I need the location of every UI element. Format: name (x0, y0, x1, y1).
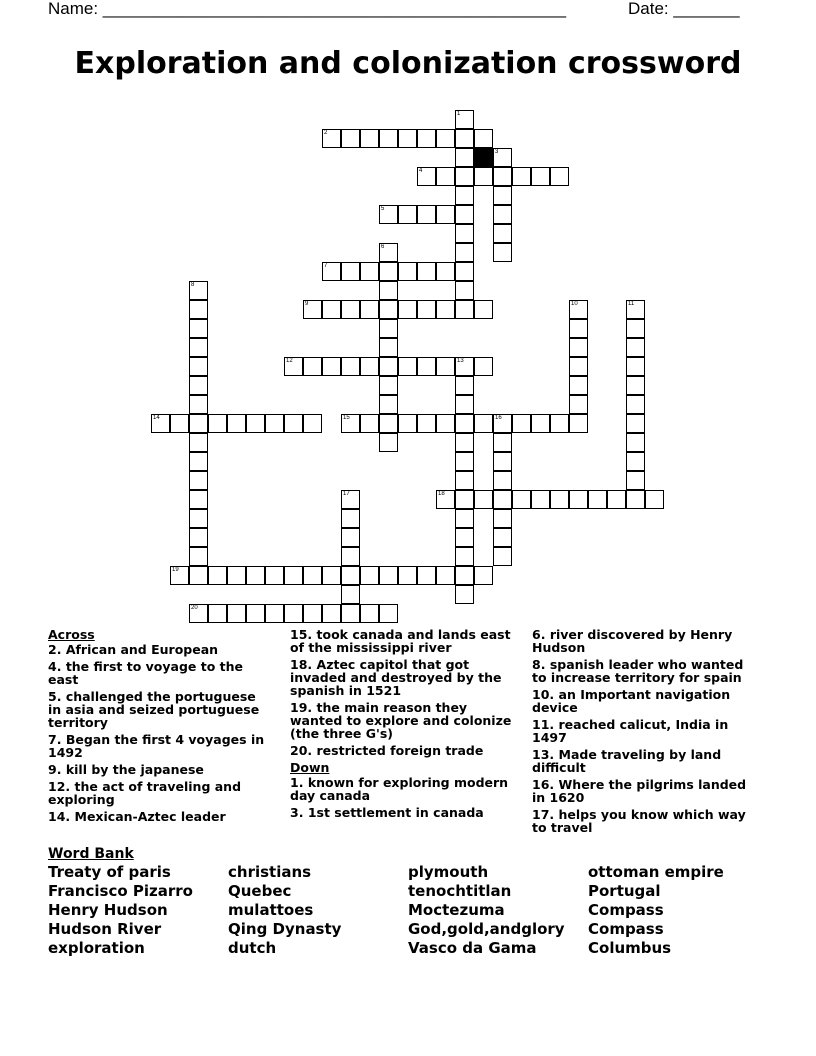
word-bank-item: Compass (588, 920, 664, 938)
crossword-cell[interactable] (474, 129, 493, 148)
crossword-cell[interactable] (284, 357, 303, 376)
clue-number: 6. (532, 627, 546, 642)
crossword-cell[interactable] (284, 566, 303, 585)
black-cell (474, 148, 493, 167)
word-bank-item: tenochtitlan (408, 882, 512, 900)
crossword-cell[interactable] (493, 528, 512, 547)
crossword-cell[interactable] (569, 414, 588, 433)
clue-number-label: 10 (571, 301, 578, 307)
clue-text: known for exploring modern day canada (290, 775, 509, 803)
clue-number: 14. (48, 809, 71, 824)
crossword-cell[interactable] (398, 414, 417, 433)
word-bank-item: dutch (228, 939, 277, 957)
crossword-cell[interactable] (417, 129, 436, 148)
word-bank-item: Quebec (228, 882, 292, 900)
crossword-cell[interactable] (398, 566, 417, 585)
crossword-cell[interactable] (455, 414, 474, 433)
clue-number: 10. (532, 687, 555, 702)
clue-down-3 (290, 806, 520, 819)
clue-number: 19. (290, 700, 313, 715)
crossword-cell[interactable] (284, 414, 303, 433)
word-bank-item: christians (228, 863, 312, 881)
crossword-cell[interactable] (417, 566, 436, 585)
crossword-cell[interactable] (341, 509, 360, 528)
crossword-cell[interactable] (436, 262, 455, 281)
word-bank-item: Columbus (588, 939, 672, 957)
crossword-cell[interactable] (189, 281, 208, 300)
date-field-label: Date: _______ (628, 0, 740, 18)
clue-number: 12. (48, 779, 71, 794)
crossword-cell[interactable] (189, 376, 208, 395)
clues-column-3 (532, 628, 762, 838)
clue-text: Where the pilgrims landed in 1620 (532, 777, 747, 805)
crossword-cell[interactable] (550, 167, 569, 186)
word-bank-item: Compass (588, 901, 664, 919)
clue-number-label: 8 (191, 282, 195, 288)
crossword-cell[interactable] (493, 471, 512, 490)
clue-number-label: 18 (438, 491, 445, 497)
clue-number: 4. (48, 659, 62, 674)
crossword-cell[interactable] (341, 585, 360, 604)
crossword-cell[interactable] (493, 490, 512, 509)
crossword-cell[interactable] (265, 566, 284, 585)
crossword-cell[interactable] (341, 528, 360, 547)
clue-text: the act of traveling and exploring (48, 779, 242, 807)
crossword-cell[interactable] (417, 205, 436, 224)
clue-number: 17. (532, 807, 555, 822)
page-title: Exploration and colonization crossword (74, 46, 742, 81)
crossword-cell[interactable] (189, 604, 208, 623)
clue-across-20 (290, 744, 520, 757)
crossword-cell[interactable] (569, 319, 588, 338)
crossword-cell[interactable] (341, 604, 360, 623)
clue-number: 20. (290, 743, 313, 758)
clue-across-7 (48, 733, 273, 759)
crossword-cell[interactable] (417, 414, 436, 433)
clues-column-2 (290, 628, 520, 823)
crossword-cell[interactable] (626, 414, 645, 433)
crossword-cell[interactable] (474, 167, 493, 186)
clue-down-10 (532, 688, 762, 714)
word-bank-item: ottoman empire (588, 863, 724, 881)
crossword-cell[interactable] (379, 357, 398, 376)
crossword-cell[interactable] (360, 414, 379, 433)
crossword-cell[interactable] (189, 433, 208, 452)
crossword-cell[interactable] (455, 452, 474, 471)
word-bank-item: Portugal (588, 882, 661, 900)
crossword-cell[interactable] (265, 604, 284, 623)
crossword-cell[interactable] (569, 300, 588, 319)
crossword-cell[interactable] (170, 414, 189, 433)
crossword-cell[interactable] (455, 395, 474, 414)
crossword-cell[interactable] (398, 262, 417, 281)
crossword-cell[interactable] (189, 452, 208, 471)
crossword-cell[interactable] (189, 509, 208, 528)
clues-column-1 (48, 628, 273, 827)
crossword-cell[interactable] (626, 300, 645, 319)
crossword-cell[interactable] (379, 281, 398, 300)
clue-number-label: 17 (343, 491, 350, 497)
crossword-cell[interactable] (455, 585, 474, 604)
clue-number: 3. (290, 805, 304, 820)
crossword-cell[interactable] (398, 129, 417, 148)
clue-across-4 (48, 660, 273, 686)
crossword-cell[interactable] (398, 357, 417, 376)
crossword-cell[interactable] (455, 205, 474, 224)
clue-text: 1st settlement in canada (307, 805, 484, 820)
crossword-cell[interactable] (569, 357, 588, 376)
clue-number: 7. (48, 732, 62, 747)
crossword-cell[interactable] (189, 357, 208, 376)
clue-down-1 (290, 776, 520, 802)
word-bank-item: Moctezuma (408, 901, 505, 919)
crossword-cell[interactable] (474, 490, 493, 509)
word-bank-item: plymouth (408, 863, 489, 881)
crossword-cell[interactable] (455, 110, 474, 129)
crossword-cell[interactable] (493, 205, 512, 224)
name-field-label: Name: _________________________________________________ (48, 0, 567, 18)
crossword-cell[interactable] (455, 566, 474, 585)
crossword-cell[interactable] (512, 414, 531, 433)
crossword-cell[interactable] (626, 490, 645, 509)
crossword-cell[interactable] (455, 262, 474, 281)
crossword-cell[interactable] (531, 490, 550, 509)
crossword-cell[interactable] (227, 566, 246, 585)
crossword-cell[interactable] (170, 566, 189, 585)
clue-text: Aztec capitol that got invaded and destroyed by the spanish in 1521 (290, 657, 502, 698)
clue-text: Mexican-Aztec leader (74, 809, 226, 824)
crossword-cell[interactable] (227, 414, 246, 433)
crossword-cell[interactable] (436, 300, 455, 319)
crossword-cell[interactable] (360, 300, 379, 319)
crossword-cell[interactable] (303, 357, 322, 376)
clue-number: 9. (48, 762, 62, 777)
crossword-cell[interactable] (246, 604, 265, 623)
crossword-cell[interactable] (455, 243, 474, 262)
crossword-cell[interactable] (455, 547, 474, 566)
crossword-cell[interactable] (398, 300, 417, 319)
crossword-cell[interactable] (455, 129, 474, 148)
word-bank-item: Qing Dynasty (228, 920, 342, 938)
crossword-cell[interactable] (436, 129, 455, 148)
clue-number-label: 5 (381, 206, 385, 212)
clue-text: spanish leader who wanted to increase territory for spain (532, 657, 744, 685)
clue-down-16 (532, 778, 762, 804)
crossword-cell[interactable] (417, 167, 436, 186)
crossword-cell[interactable] (531, 414, 550, 433)
clue-number-label: 1 (457, 111, 461, 117)
clue-number-label: 2 (324, 130, 328, 136)
crossword-cell[interactable] (322, 357, 341, 376)
crossword-cell[interactable] (379, 376, 398, 395)
clue-text: Made traveling by land difficult (532, 747, 722, 775)
clue-across-19 (290, 701, 520, 740)
crossword-cell[interactable] (607, 490, 626, 509)
crossword-cell[interactable] (531, 167, 550, 186)
word-bank-item: Treaty of paris (48, 863, 171, 881)
crossword-cell[interactable] (436, 414, 455, 433)
crossword-cell[interactable] (455, 490, 474, 509)
crossword-cell[interactable] (455, 433, 474, 452)
clue-number: 8. (532, 657, 546, 672)
crossword-cell[interactable] (626, 452, 645, 471)
crossword-cell[interactable] (626, 376, 645, 395)
crossword-cell[interactable] (550, 490, 569, 509)
crossword-cell[interactable] (645, 490, 664, 509)
crossword-cell[interactable] (436, 490, 455, 509)
clue-number-label: 11 (628, 301, 635, 307)
crossword-cell[interactable] (322, 566, 341, 585)
crossword-cell[interactable] (398, 205, 417, 224)
crossword-cell[interactable] (208, 414, 227, 433)
clue-across-9 (48, 763, 273, 776)
clue-number-label: 13 (457, 358, 464, 364)
crossword-cell[interactable] (379, 566, 398, 585)
clue-number: 11. (532, 717, 555, 732)
crossword-cell[interactable] (455, 471, 474, 490)
clue-down-13 (532, 748, 762, 774)
crossword-cell[interactable] (303, 300, 322, 319)
crossword-cell[interactable] (189, 300, 208, 319)
clue-number-label: 4 (419, 168, 423, 174)
clue-number: 13. (532, 747, 555, 762)
crossword-cell[interactable] (455, 224, 474, 243)
crossword-cell[interactable] (208, 604, 227, 623)
crossword-cell[interactable] (341, 300, 360, 319)
crossword-cell[interactable] (341, 490, 360, 509)
crossword-cell[interactable] (379, 433, 398, 452)
crossword-cell[interactable] (360, 604, 379, 623)
crossword-cell[interactable] (379, 205, 398, 224)
crossword-cell[interactable] (474, 300, 493, 319)
clue-number: 18. (290, 657, 313, 672)
crossword-cell[interactable] (626, 338, 645, 357)
word-bank-item: mulattoes (228, 901, 314, 919)
crossword-cell[interactable] (474, 414, 493, 433)
crossword-cell[interactable] (303, 566, 322, 585)
crossword-cell[interactable] (322, 129, 341, 148)
crossword-cell[interactable] (189, 528, 208, 547)
clue-number: 16. (532, 777, 555, 792)
clue-text: reached calicut, India in 1497 (532, 717, 729, 745)
crossword-cell[interactable] (341, 129, 360, 148)
crossword-cell[interactable] (455, 167, 474, 186)
crossword-cell[interactable] (569, 490, 588, 509)
clue-down-8 (532, 658, 762, 684)
clue-down-17 (532, 808, 762, 834)
crossword-cell[interactable] (417, 357, 436, 376)
clue-text: Began the first 4 voyages in 1492 (48, 732, 265, 760)
crossword-cell[interactable] (493, 509, 512, 528)
crossword-cell[interactable] (588, 490, 607, 509)
clue-number-label: 3 (495, 149, 499, 155)
crossword-cell[interactable] (455, 300, 474, 319)
crossword-cell[interactable] (569, 338, 588, 357)
crossword-cell[interactable] (417, 300, 436, 319)
crossword-cell[interactable] (474, 357, 493, 376)
clue-text: African and European (65, 642, 219, 657)
crossword-cell[interactable] (455, 186, 474, 205)
crossword-cell[interactable] (569, 376, 588, 395)
crossword-cell[interactable] (265, 414, 284, 433)
clue-across-5 (48, 690, 273, 729)
clue-number-label: 9 (305, 301, 309, 307)
crossword-cell[interactable] (569, 395, 588, 414)
word-bank-item: Henry Hudson (48, 901, 168, 919)
clue-across-14 (48, 810, 273, 823)
crossword-cell[interactable] (360, 262, 379, 281)
word-bank-item: God,gold,andglory (408, 920, 565, 938)
crossword-cell[interactable] (379, 243, 398, 262)
crossword-cell[interactable] (436, 357, 455, 376)
crossword-cell[interactable] (189, 547, 208, 566)
crossword-cell[interactable] (493, 414, 512, 433)
crossword-cell[interactable] (284, 604, 303, 623)
crossword-cell[interactable] (455, 376, 474, 395)
clue-number: 15. (290, 627, 313, 642)
crossword-cell[interactable] (379, 319, 398, 338)
crossword-cell[interactable] (379, 129, 398, 148)
clue-number-label: 19 (172, 567, 179, 573)
crossword-cell[interactable] (227, 604, 246, 623)
crossword-cell[interactable] (626, 395, 645, 414)
crossword-cell[interactable] (360, 357, 379, 376)
crossword-cell[interactable] (436, 167, 455, 186)
clue-down-11 (532, 718, 762, 744)
crossword-cell[interactable] (303, 604, 322, 623)
crossword-cell[interactable] (493, 186, 512, 205)
clue-across-15 (290, 628, 520, 654)
crossword-cell[interactable] (493, 243, 512, 262)
crossword-cell[interactable] (246, 566, 265, 585)
crossword-cell[interactable] (379, 414, 398, 433)
clue-across-2 (48, 643, 273, 656)
clue-text: river discovered by Henry Hudson (532, 627, 733, 655)
clue-number: 1. (290, 775, 304, 790)
crossword-cell[interactable] (189, 414, 208, 433)
clue-text: kill by the japanese (65, 762, 204, 777)
crossword-cell[interactable] (626, 471, 645, 490)
crossword-cell[interactable] (379, 300, 398, 319)
crossword-cell[interactable] (341, 414, 360, 433)
crossword-cell[interactable] (322, 262, 341, 281)
down-heading: Down (290, 760, 330, 775)
word-bank-item: exploration (48, 939, 145, 957)
crossword-cell[interactable] (436, 205, 455, 224)
crossword-cell[interactable] (493, 433, 512, 452)
crossword-cell[interactable] (512, 490, 531, 509)
crossword-cell[interactable] (493, 224, 512, 243)
crossword-cell[interactable] (189, 471, 208, 490)
crossword-cell[interactable] (436, 566, 455, 585)
crossword-cell[interactable] (189, 338, 208, 357)
crossword-cell[interactable] (341, 566, 360, 585)
crossword-cell[interactable] (626, 319, 645, 338)
clue-number: 2. (48, 642, 62, 657)
crossword-cell[interactable] (626, 357, 645, 376)
clue-number-label: 12 (286, 358, 293, 364)
crossword-cell[interactable] (455, 281, 474, 300)
clue-text: restricted foreign trade (316, 743, 484, 758)
clue-text: the first to voyage to the east (48, 659, 243, 687)
crossword-cell[interactable] (189, 319, 208, 338)
crossword-cell[interactable] (189, 566, 208, 585)
crossword-cell[interactable] (417, 262, 436, 281)
crossword-cell[interactable] (455, 509, 474, 528)
clue-number-label: 20 (191, 605, 198, 611)
crossword-cell[interactable] (360, 566, 379, 585)
word-bank-item: Francisco Pizarro (48, 882, 193, 900)
crossword-cell[interactable] (379, 338, 398, 357)
clue-number: 5. (48, 689, 62, 704)
crossword-cell[interactable] (493, 547, 512, 566)
crossword-cell[interactable] (626, 433, 645, 452)
crossword-cell[interactable] (341, 547, 360, 566)
crossword-cell[interactable] (189, 490, 208, 509)
crossword-cell[interactable] (151, 414, 170, 433)
clue-number-label: 15 (343, 415, 350, 421)
clue-text: helps you know which way to travel (532, 807, 746, 835)
crossword-cell[interactable] (493, 167, 512, 186)
crossword-cell[interactable] (303, 414, 322, 433)
crossword-cell[interactable] (550, 414, 569, 433)
crossword-cell[interactable] (379, 604, 398, 623)
crossword-cell[interactable] (379, 395, 398, 414)
word-bank-heading: Word Bank (48, 846, 134, 862)
clue-down-6 (532, 628, 762, 654)
clue-number-label: 16 (495, 415, 502, 421)
across-heading: Across (48, 627, 95, 642)
clue-across-12 (48, 780, 273, 806)
crossword-cell[interactable] (208, 566, 227, 585)
clue-text: challenged the portuguese in asia and seized portuguese territory (48, 689, 260, 730)
crossword-cell[interactable] (341, 357, 360, 376)
crossword-cell[interactable] (322, 300, 341, 319)
clue-text: took canada and lands east of the mississippi river (290, 627, 511, 655)
crossword-cell[interactable] (246, 414, 265, 433)
word-bank-item: Vasco da Gama (408, 939, 537, 957)
crossword-cell[interactable] (455, 148, 474, 167)
crossword-cell[interactable] (341, 262, 360, 281)
clue-text: the main reason they wanted to explore and colonize (the three G's) (290, 700, 512, 741)
crossword-cell[interactable] (322, 604, 341, 623)
crossword-cell[interactable] (512, 167, 531, 186)
clue-number-label: 7 (324, 263, 328, 269)
crossword-cell[interactable] (493, 148, 512, 167)
word-bank-item: Hudson River (48, 920, 162, 938)
clue-across-18 (290, 658, 520, 697)
clue-text: an Important navigation device (532, 687, 731, 715)
clue-number-label: 14 (153, 415, 160, 421)
crossword-cell[interactable] (360, 129, 379, 148)
crossword-cell[interactable] (379, 262, 398, 281)
crossword-cell[interactable] (455, 357, 474, 376)
crossword-cell[interactable] (493, 452, 512, 471)
crossword-cell[interactable] (189, 395, 208, 414)
crossword-cell[interactable] (474, 566, 493, 585)
clue-number-label: 6 (381, 244, 385, 250)
crossword-cell[interactable] (455, 528, 474, 547)
